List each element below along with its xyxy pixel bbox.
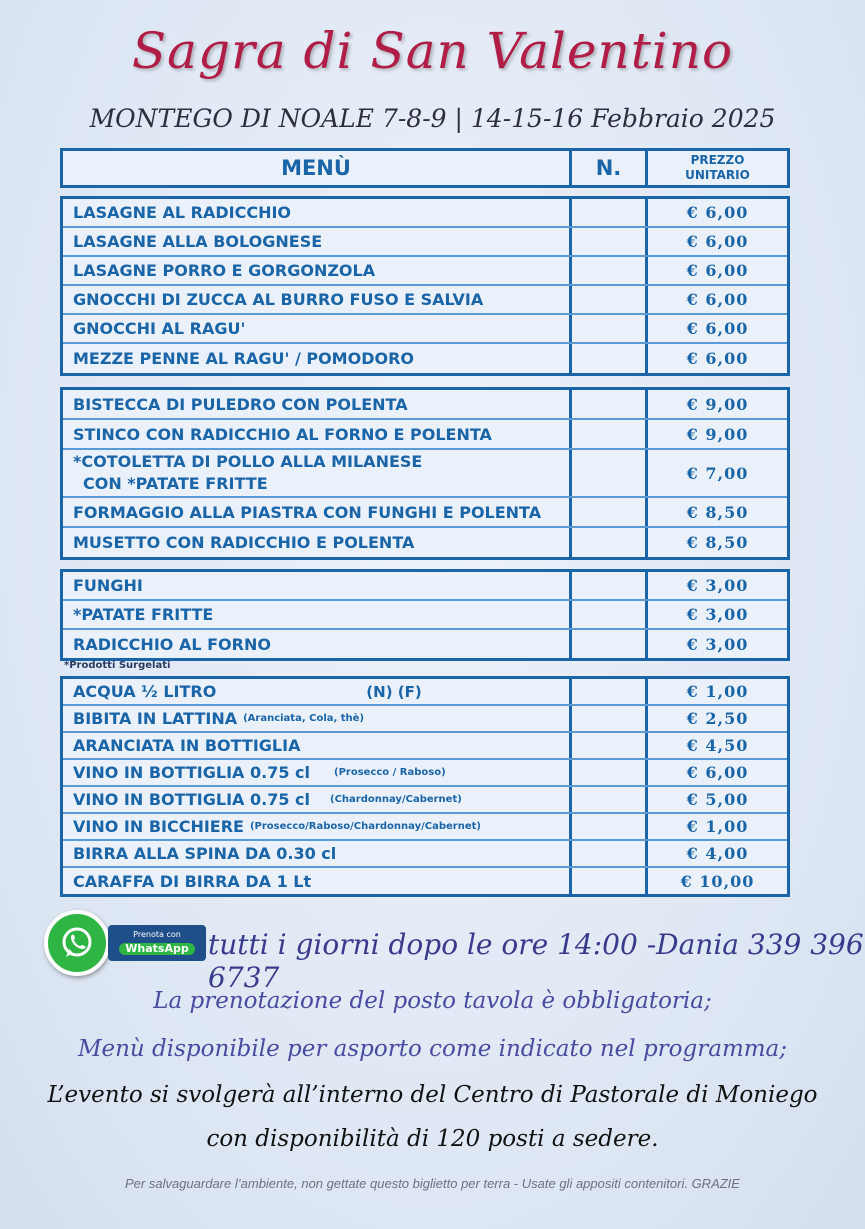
- item-price: € 5,00: [686, 790, 749, 809]
- drink-note: (Chardonnay/Cabernet): [330, 794, 462, 805]
- quantity-cell[interactable]: [572, 679, 648, 704]
- item-price: € 10,00: [680, 871, 755, 891]
- drink-name: VINO IN BOTTIGLIA 0.75 cl: [73, 763, 311, 782]
- quantity-cell[interactable]: [572, 286, 648, 313]
- item-price: € 6,00: [686, 349, 749, 368]
- item-price: € 9,00: [686, 394, 749, 414]
- info-line-takeaway: Menù disponibile per asporto come indicato nel programma;: [77, 1036, 788, 1062]
- item-price: € 6,00: [686, 232, 749, 251]
- info-line-booking: La prenotazione del posto tavola è obbligatoria;: [153, 988, 712, 1014]
- quantity-cell[interactable]: [572, 257, 648, 284]
- drink-name: VINO IN BOTTIGLIA 0.75 cl: [73, 790, 311, 809]
- drink-flags: (N) (F): [366, 682, 422, 701]
- item-name: *PATATE FRITTE: [63, 601, 572, 628]
- item-name: ARANCIATA IN BOTTIGLIA: [63, 733, 572, 758]
- item-name: BIRRA ALLA SPINA DA 0.30 cl: [63, 841, 572, 866]
- quantity-cell[interactable]: [572, 760, 648, 785]
- quantity-cell[interactable]: [572, 390, 648, 418]
- table-row: [63, 344, 787, 373]
- drink-name: VINO IN BICCHIERE: [73, 817, 244, 836]
- item-name: STINCO CON RADICCHIO AL FORNO E POLENTA: [63, 420, 572, 448]
- quantity-cell[interactable]: [572, 344, 648, 373]
- item-name: [63, 706, 572, 731]
- item-name: LASAGNE AL RADICCHIO: [63, 199, 572, 226]
- quantity-cell[interactable]: [572, 733, 648, 758]
- item-name: FUNGHI: [63, 572, 572, 599]
- item-name: CARAFFA DI BIRRA DA 1 Lt: [63, 868, 572, 894]
- info-line-seats: con disponibilità di 120 posti a sedere.: [206, 1126, 659, 1152]
- whatsapp-icon[interactable]: [44, 910, 110, 976]
- table-row: [63, 679, 787, 706]
- drink-name: ACQUA ½ LITRO: [73, 682, 217, 701]
- item-price: € 7,00: [686, 463, 749, 483]
- table-row: [63, 630, 787, 658]
- item-name: BISTECCA DI PULEDRO CON POLENTA: [63, 390, 572, 418]
- table-row: [63, 390, 787, 420]
- frozen-products-note: *Prodotti Surgelati: [64, 660, 171, 671]
- table-row: [63, 420, 787, 450]
- item-name: [63, 814, 572, 839]
- quantity-cell[interactable]: [572, 528, 648, 557]
- event-subtitle: MONTEGO DI NOALE 7-8-9 | 14-15-16 Febbraio 2025: [89, 104, 776, 133]
- item-name: [63, 450, 572, 496]
- quantity-cell[interactable]: [572, 787, 648, 812]
- main-courses-table: [60, 387, 790, 560]
- table-row: [63, 760, 787, 787]
- table-row: [63, 601, 787, 630]
- item-name-line2: CON *PATATE FRITTE: [83, 474, 268, 493]
- drink-note: (Prosecco / Raboso): [334, 767, 446, 778]
- item-name: [63, 787, 572, 812]
- quantity-cell[interactable]: [572, 706, 648, 731]
- table-row: [63, 841, 787, 868]
- item-name: MUSETTO CON RADICCHIO E POLENTA: [63, 528, 572, 557]
- table-row: [63, 787, 787, 814]
- side-dishes-table: [60, 569, 790, 661]
- item-name-line1: *COTOLETTA DI POLLO ALLA MILANESE: [73, 452, 423, 471]
- item-name: GNOCCHI AL RAGU': [63, 315, 572, 342]
- item-price: € 6,00: [686, 290, 749, 309]
- table-row: [63, 572, 787, 601]
- drink-name: BIBITA IN LATTINA: [73, 709, 238, 728]
- quantity-cell[interactable]: [572, 601, 648, 628]
- item-price: € 8,50: [686, 502, 749, 522]
- column-header-price: [648, 148, 790, 188]
- table-row: [63, 228, 787, 257]
- item-name: FORMAGGIO ALLA PIASTRA CON FUNGHI E POLENTA: [63, 498, 572, 526]
- environment-footer: Per salvaguardare l’ambiente, non gettate questo biglietto per terra - Usate gli appositi contenitori. GRAZIE: [125, 1176, 740, 1191]
- item-name: RADICCHIO AL FORNO: [63, 630, 572, 658]
- event-title: Sagra di San Valentino: [131, 22, 734, 80]
- table-row: [63, 199, 787, 228]
- table-row: [63, 733, 787, 760]
- table-row: [63, 315, 787, 344]
- item-price: € 1,00: [686, 682, 749, 701]
- quantity-cell[interactable]: [572, 450, 648, 496]
- quantity-cell[interactable]: [572, 498, 648, 526]
- item-price: € 6,00: [686, 203, 749, 222]
- info-line-venue: L’evento si svolgerà all’interno del Centro di Pastorale di Moniego: [47, 1082, 818, 1108]
- table-row: [63, 286, 787, 315]
- quantity-cell[interactable]: [572, 315, 648, 342]
- quantity-cell[interactable]: [572, 814, 648, 839]
- badge-label: Prenota con: [133, 930, 181, 939]
- quantity-cell[interactable]: [572, 630, 648, 658]
- item-price: € 2,50: [686, 709, 749, 728]
- quantity-cell[interactable]: [572, 199, 648, 226]
- item-price: € 9,00: [686, 424, 749, 444]
- item-price: € 3,00: [686, 634, 749, 654]
- quantity-cell[interactable]: [572, 868, 648, 894]
- item-name: LASAGNE PORRO E GORGONZOLA: [63, 257, 572, 284]
- item-price: € 3,00: [686, 605, 749, 624]
- item-name: LASAGNE ALLA BOLOGNESE: [63, 228, 572, 255]
- item-name: [63, 760, 572, 785]
- table-row: [63, 450, 787, 498]
- table-row: [63, 868, 787, 894]
- item-price: € 6,00: [686, 261, 749, 280]
- item-price: € 8,50: [686, 533, 749, 552]
- price-header-line1: PREZZO: [690, 153, 745, 167]
- item-price: € 3,00: [686, 576, 749, 595]
- item-name: MEZZE PENNE AL RAGU' / POMODORO: [63, 344, 572, 373]
- quantity-cell[interactable]: [572, 572, 648, 599]
- table-row: [63, 528, 787, 557]
- table-row: [63, 257, 787, 286]
- item-price: € 4,00: [686, 844, 749, 863]
- quantity-cell[interactable]: [572, 420, 648, 448]
- first-courses-table: [60, 196, 790, 376]
- column-header-menu: MENÙ: [60, 148, 572, 188]
- booking-contact: tutti i giorni dopo le ore 14:00 -Dania 339 396 6737: [208, 928, 864, 994]
- table-row: [63, 814, 787, 841]
- whatsapp-booking-badge[interactable]: [108, 925, 206, 961]
- drink-note: (Prosecco/Raboso/Chardonnay/Cabernet): [249, 821, 481, 832]
- badge-whatsapp-name: WhatsApp: [119, 943, 194, 955]
- drinks-table: [60, 676, 790, 897]
- table-row: [63, 706, 787, 733]
- item-name: GNOCCHI DI ZUCCA AL BURRO FUSO E SALVIA: [63, 286, 572, 313]
- drink-note: (Aranciata, Cola, thè): [243, 713, 365, 724]
- item-price: € 4,50: [686, 736, 749, 755]
- item-price: € 6,00: [686, 319, 749, 338]
- item-price: € 1,00: [686, 817, 749, 836]
- table-row: [63, 498, 787, 528]
- column-header-quantity: N.: [572, 148, 648, 188]
- price-header-line2: UNITARIO: [685, 168, 750, 182]
- item-price: € 6,00: [686, 763, 749, 782]
- item-name: [63, 679, 572, 704]
- quantity-cell[interactable]: [572, 841, 648, 866]
- quantity-cell[interactable]: [572, 228, 648, 255]
